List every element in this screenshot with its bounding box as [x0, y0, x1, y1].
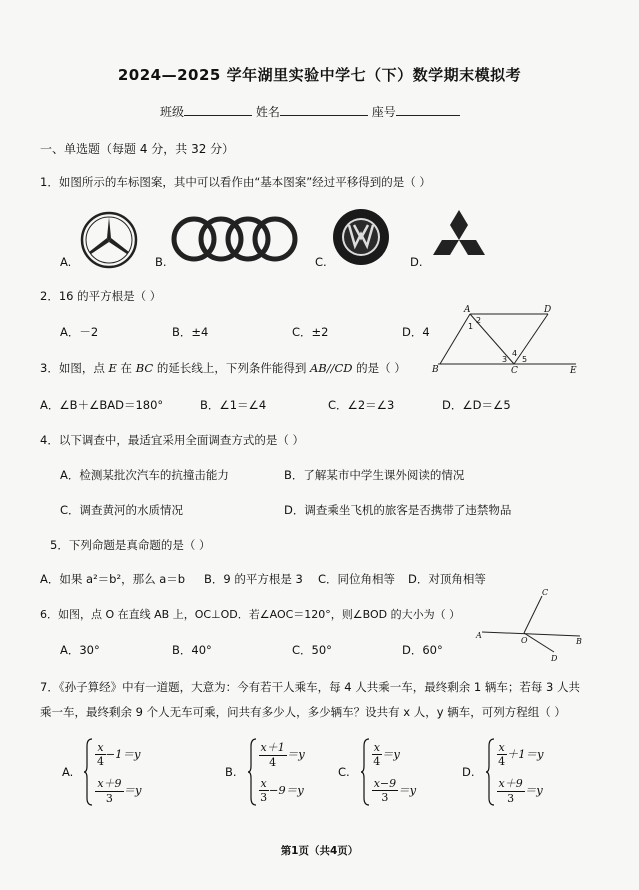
numerator: x [260, 776, 267, 790]
q7-equation-2 [259, 776, 305, 804]
q5-option-a: A．如果 a²＝b²，那么 a＝b [40, 572, 186, 586]
numerator: x＋1 [260, 741, 285, 754]
q3-stem-part-d: 的是（ ） [356, 361, 406, 375]
q5-option-c: C．同位角相等 [318, 572, 396, 586]
numerator: x [373, 740, 380, 754]
equation-rest: ＝y [398, 783, 417, 797]
q3-stem-segment-bc: BC [135, 361, 154, 375]
q7-equation-1 [259, 740, 305, 768]
q3-stem-part-c: 的延长线上，下列条件能得到 [156, 361, 307, 375]
q3-option-d: D．∠D＝∠5 [442, 398, 511, 412]
name-label: 姓名 [255, 105, 280, 119]
denominator: 3 [381, 790, 389, 804]
brace-icon [485, 738, 495, 806]
q3-stem-point-e: E [108, 361, 117, 375]
fraction [95, 741, 105, 768]
q7-option-d [462, 738, 544, 806]
fig3-angle-2: 2 [476, 316, 482, 325]
q7-option-label: C. [338, 765, 350, 779]
numerator: x−9 [373, 776, 397, 790]
q6-angle-figure [474, 586, 584, 662]
fig3-label-c: C [511, 366, 518, 374]
fraction [497, 741, 507, 768]
fraction [372, 777, 398, 804]
brace-icon [83, 738, 93, 806]
fraction [259, 739, 287, 769]
q2-option-b: B．±4 [172, 325, 209, 339]
q4-option-a: A．检测某批次汽车的抗撞击能力 [60, 468, 229, 482]
q3-stem-parallel: AB//CD [309, 361, 353, 375]
fig6-label-o: O [521, 636, 528, 645]
q7-equation-2 [95, 776, 141, 804]
q7-option-label: D. [462, 765, 475, 779]
equation-rest: ＋1＝y [506, 747, 544, 761]
q3-parallel-lines-figure [430, 304, 580, 374]
numerator: x [498, 740, 505, 754]
fig6-label-d: D [551, 654, 558, 662]
page-title: 2024—2025 学年湖里实验中学七（下）数学期末模拟考 [117, 66, 522, 84]
question-1-stem: 1．如图所示的车标图案，其中可以看作由“基本图案”经过平移得到的是（ ） [40, 175, 431, 189]
q2-option-c: C．±2 [292, 325, 329, 339]
q7-equations [95, 740, 141, 804]
denominator: 4 [96, 754, 104, 768]
q7-equations [497, 740, 544, 804]
q7-option-a [62, 738, 142, 806]
q7-equation-1 [95, 740, 141, 768]
equation-rest: −9＝y [268, 783, 304, 797]
q1-option-c-label: C. [315, 255, 327, 269]
q7-equations [259, 740, 305, 804]
brace-icon [247, 738, 257, 806]
audi-rings-icon [168, 213, 300, 265]
page-footer: 第1页（共4页） [280, 845, 359, 857]
question-4-stem: 4．以下调查中，最适宜采用全面调查方式的是（ ） [40, 433, 304, 447]
q2-option-d: D．4 [402, 325, 430, 339]
q1-option-a-label: A. [60, 255, 72, 269]
volkswagen-logo-icon [332, 208, 390, 266]
fig6-label-a: A [476, 631, 482, 640]
brace-icon [360, 738, 370, 806]
fraction [95, 775, 123, 805]
fraction [259, 777, 269, 804]
equation-rest: ＝y [123, 783, 142, 797]
q3-option-c: C．∠2＝∠3 [328, 398, 395, 412]
q7-equation-2 [372, 776, 416, 804]
fig3-angle-3: 3 [502, 355, 508, 364]
q7-option-b [225, 738, 305, 806]
q2-option-a: A．－2 [60, 325, 99, 339]
q7-option-label: B. [225, 765, 237, 779]
q7-option-label: A. [62, 765, 74, 779]
q7-equation-1 [497, 740, 544, 768]
seat-label: 座号 [371, 105, 396, 119]
equation-rest: −1＝y [105, 747, 141, 761]
fig3-label-e: E [570, 366, 577, 374]
equation-rest: ＝y [524, 783, 543, 797]
q1-option-b-label: B. [155, 255, 167, 269]
fig6-label-c: C [542, 588, 549, 597]
denominator: 4 [373, 754, 381, 768]
name-blank [280, 103, 368, 116]
fraction [497, 775, 525, 805]
question-5-stem: 5．下列命题是真命题的是（ ） [50, 538, 211, 552]
fig3-label-a: A [464, 305, 471, 315]
denominator: 3 [260, 790, 268, 804]
denominator: 4 [498, 754, 506, 768]
question-3-stem [40, 360, 406, 376]
question-2-stem: 2．16 的平方根是（ ） [40, 289, 162, 303]
numerator: x＋9 [498, 777, 523, 790]
fig3-label-d: D [544, 305, 552, 315]
q3-option-b: B．∠1＝∠4 [200, 398, 267, 412]
q4-option-d: D．调查乘坐飞机的旅客是否携带了违禁物品 [284, 503, 512, 517]
mitsubishi-logo-icon [424, 208, 494, 268]
q5-option-b: B．9 的平方根是 3 [204, 572, 303, 586]
q3-stem-part-a: 3．如图，点 [40, 361, 105, 375]
fig6-label-b: B [576, 637, 582, 646]
question-7-line-2: 乘一车，最终剩余 9 个人无车可乘，问共有多少人，多少辆车？设共有 x 人，y 辆车，可列方程组（ ） [40, 705, 566, 719]
mercedes-logo-icon [78, 209, 140, 271]
q6-option-a: A．30° [60, 643, 100, 657]
numerator: x＋9 [97, 777, 122, 790]
q6-option-c: C．50° [292, 643, 332, 657]
q1-option-d-label: D. [410, 255, 423, 269]
q4-option-c: C．调查黄河的水质情况 [60, 503, 184, 517]
denominator: 3 [105, 792, 113, 805]
fig3-label-b: B [432, 365, 439, 374]
class-label: 班级 [160, 105, 185, 119]
q3-option-a: A．∠B＋∠BAD＝180° [40, 398, 164, 412]
q4-option-b: B．了解某市中学生课外阅读的情况 [284, 468, 465, 482]
section-heading: 一、单选题（每题 4 分，共 32 分） [40, 142, 235, 156]
fig3-angle-5: 5 [522, 355, 528, 364]
denominator: 4 [269, 756, 277, 769]
q6-option-b: B．40° [172, 643, 212, 657]
question-7-line-1: 7．《孙子算经》中有一道题，大意为：今有若干人乘车，每 4 人共乘一车，最终剩余 1 辆车；若每 3 人共 [40, 680, 580, 694]
equation-rest: ＝y [381, 747, 400, 761]
student-info [160, 103, 460, 120]
q7-equation-2 [497, 776, 544, 804]
q7-equation-1 [372, 740, 416, 768]
numerator: x [97, 740, 104, 754]
fig3-angle-4: 4 [512, 349, 518, 358]
fig3-angle-1: 1 [468, 322, 474, 331]
fraction [372, 741, 382, 768]
q7-option-c [338, 738, 416, 806]
q6-option-d: D．60° [402, 643, 443, 657]
denominator: 3 [507, 792, 515, 805]
question-6-stem: 6．如图，点 O 在直线 AB 上，OC⊥OD．若∠AOC＝120°，则∠BOD 的大小为（ ） [40, 608, 461, 621]
class-blank [184, 103, 252, 116]
q7-equations [372, 740, 416, 804]
q3-stem-part-b: 在 [120, 361, 133, 375]
q5-option-d: D．对顶角相等 [408, 572, 486, 586]
equation-rest: ＝y [286, 747, 305, 761]
seat-blank [396, 103, 460, 116]
